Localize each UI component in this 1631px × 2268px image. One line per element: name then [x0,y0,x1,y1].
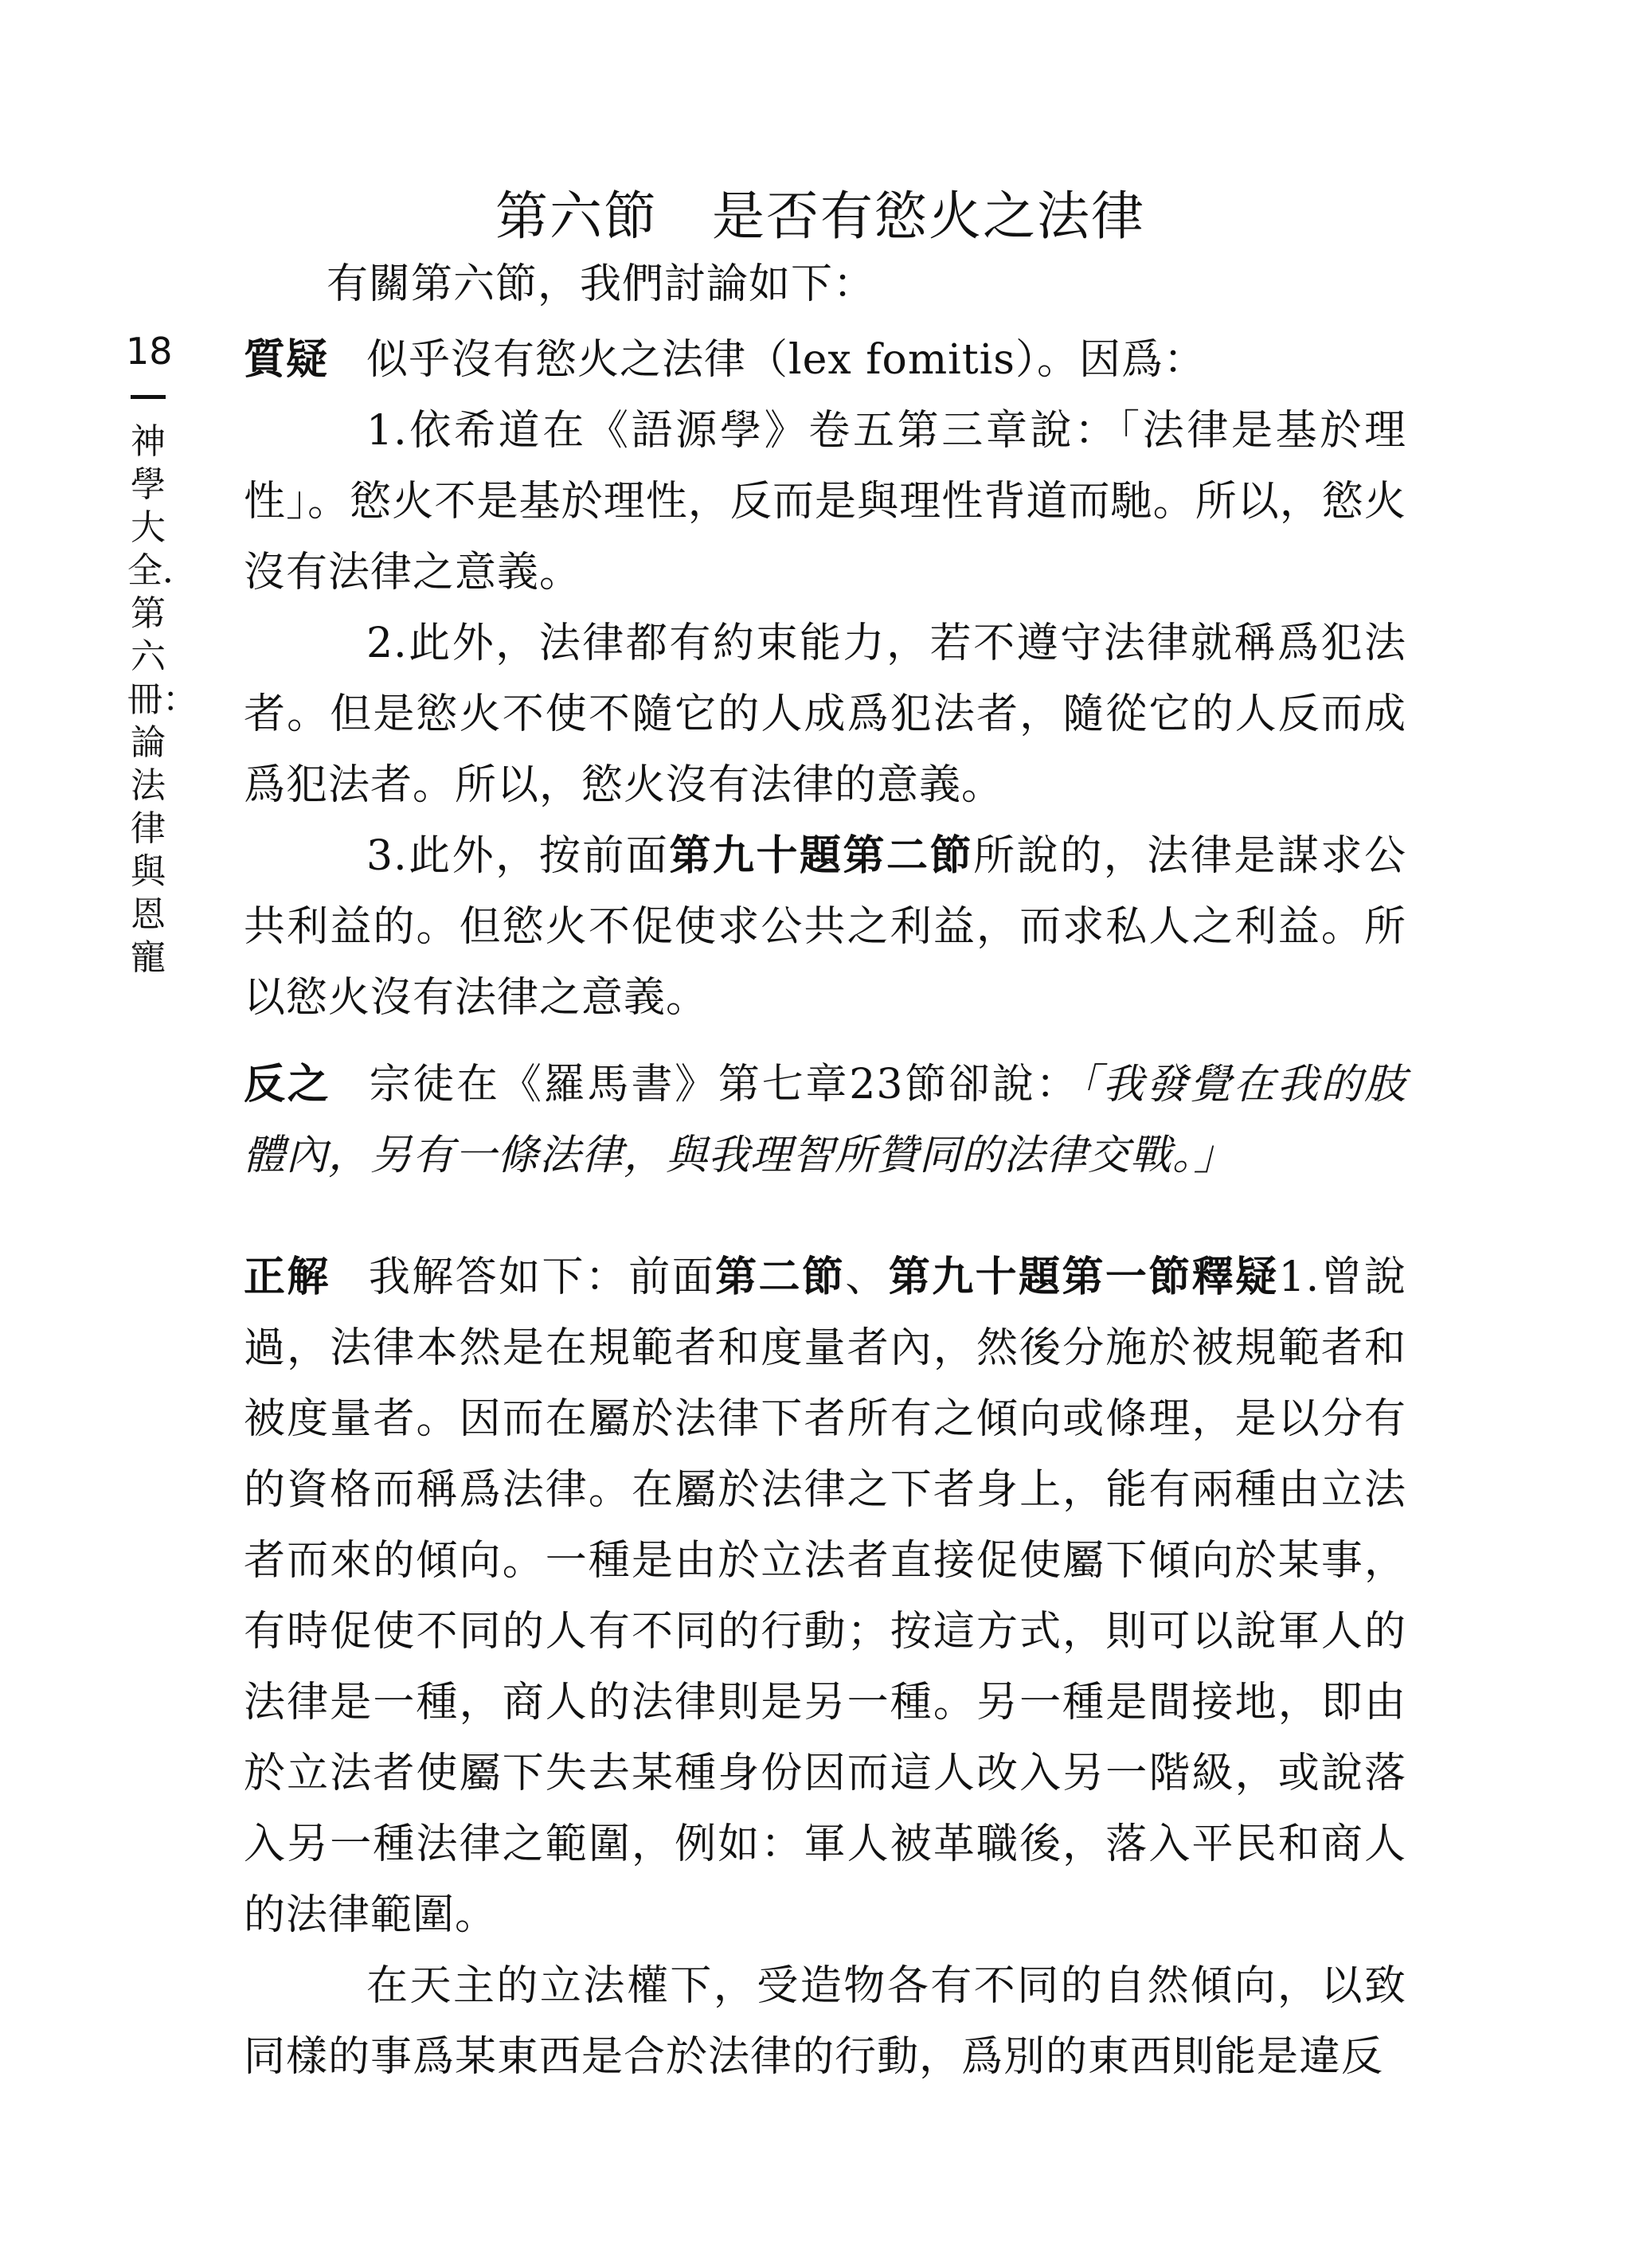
page-number: 18 [126,330,173,373]
objections-lead-paragraph [244,325,1406,396]
answer-separator: 、 [845,1253,889,1301]
sed-contra-quote: 「我發覺在我的肢體內，另有一條法律，與我理智所贊同的法律交戰。」 [244,1061,1406,1179]
objection-1: 1.依希道在《語源學》卷五第三章說：「法律是基於理性」。慾火不是基於理性，反而是與理性背道而馳。所以，慾火沒有法律之意義。 [244,407,1406,596]
answer-label: 正解 [244,1253,331,1301]
objection-3-reference: 第九十題第二節 [669,832,974,880]
objections-lead: 似乎沒有慾火之法律（lex fomitis）。因爲： [366,336,1206,384]
answer-paragraph-1 [244,1242,1406,1951]
answer-lead: 我解答如下：前面 [368,1253,716,1301]
answer-reference-1: 第二節 [715,1253,846,1301]
article-intro: 有關第六節，我們討論如下： [327,260,876,308]
objection-3-after: 所說的，法律是謀求公共利益的。但慾火不促使求公共之利益，而求私人之利益。所以慾火沒有法律之意義。 [244,832,1406,1022]
objections-label: 質疑 [244,336,329,384]
objection-3-before: 3.此外，按前面 [366,832,670,880]
objection-3 [244,821,1406,1034]
sed-contra-paragraph [244,1050,1406,1191]
answer-paragraph-1-rest: 1.曾說過，法律本然是在規範者和度量者內，然後分施於被規範者和被度量者。因而在屬於法律下者所有之傾向或條理，是以分有的資格而稱爲法律。在屬於法律之下者身上，能有兩種由立法者而來的傾向。一種是由於立法者直接促使屬下傾向於某事，有時促使不同的人有不同的行動；按這方式，則可以說軍人的法律是一種，商人的法律則是另一種。另一種是間接地，即由於立法者使屬下失去某種身份因而這人改入另一階級，或說落入另一種法律之範圍，例如：軍人被革職後，落入平民和商人的法律範圍。 [244,1253,1406,1939]
running-head-rule [131,395,166,399]
answer-paragraph-2: 在天主的立法權下，受造物各有不同的自然傾向，以致同樣的事爲某東西是合於法律的行動，爲別的東西則能是違反 [244,1962,1406,2081]
objections-section [244,325,1406,1034]
objection-2: 2.此外，法律都有約束能力，若不遵守法律就稱爲犯法者。但是慾火不使不隨它的人成爲犯法者，隨從它的人反而成爲犯法者。所以，慾火沒有法律的意義。 [244,620,1406,809]
sed-contra-section [244,1050,1406,1191]
running-head: 神學大全．第六冊：論法律與恩寵 [127,421,198,978]
sed-contra-text: 宗徒在《羅馬書》第七章23節卻說： [369,1061,1080,1109]
answer-reference-2: 第九十題第一節釋疑 [888,1253,1279,1301]
answer-section [244,1242,1406,2093]
article-title: 第六節 是否有慾火之法律 [495,186,1145,247]
sed-contra-label: 反之 [244,1061,331,1109]
